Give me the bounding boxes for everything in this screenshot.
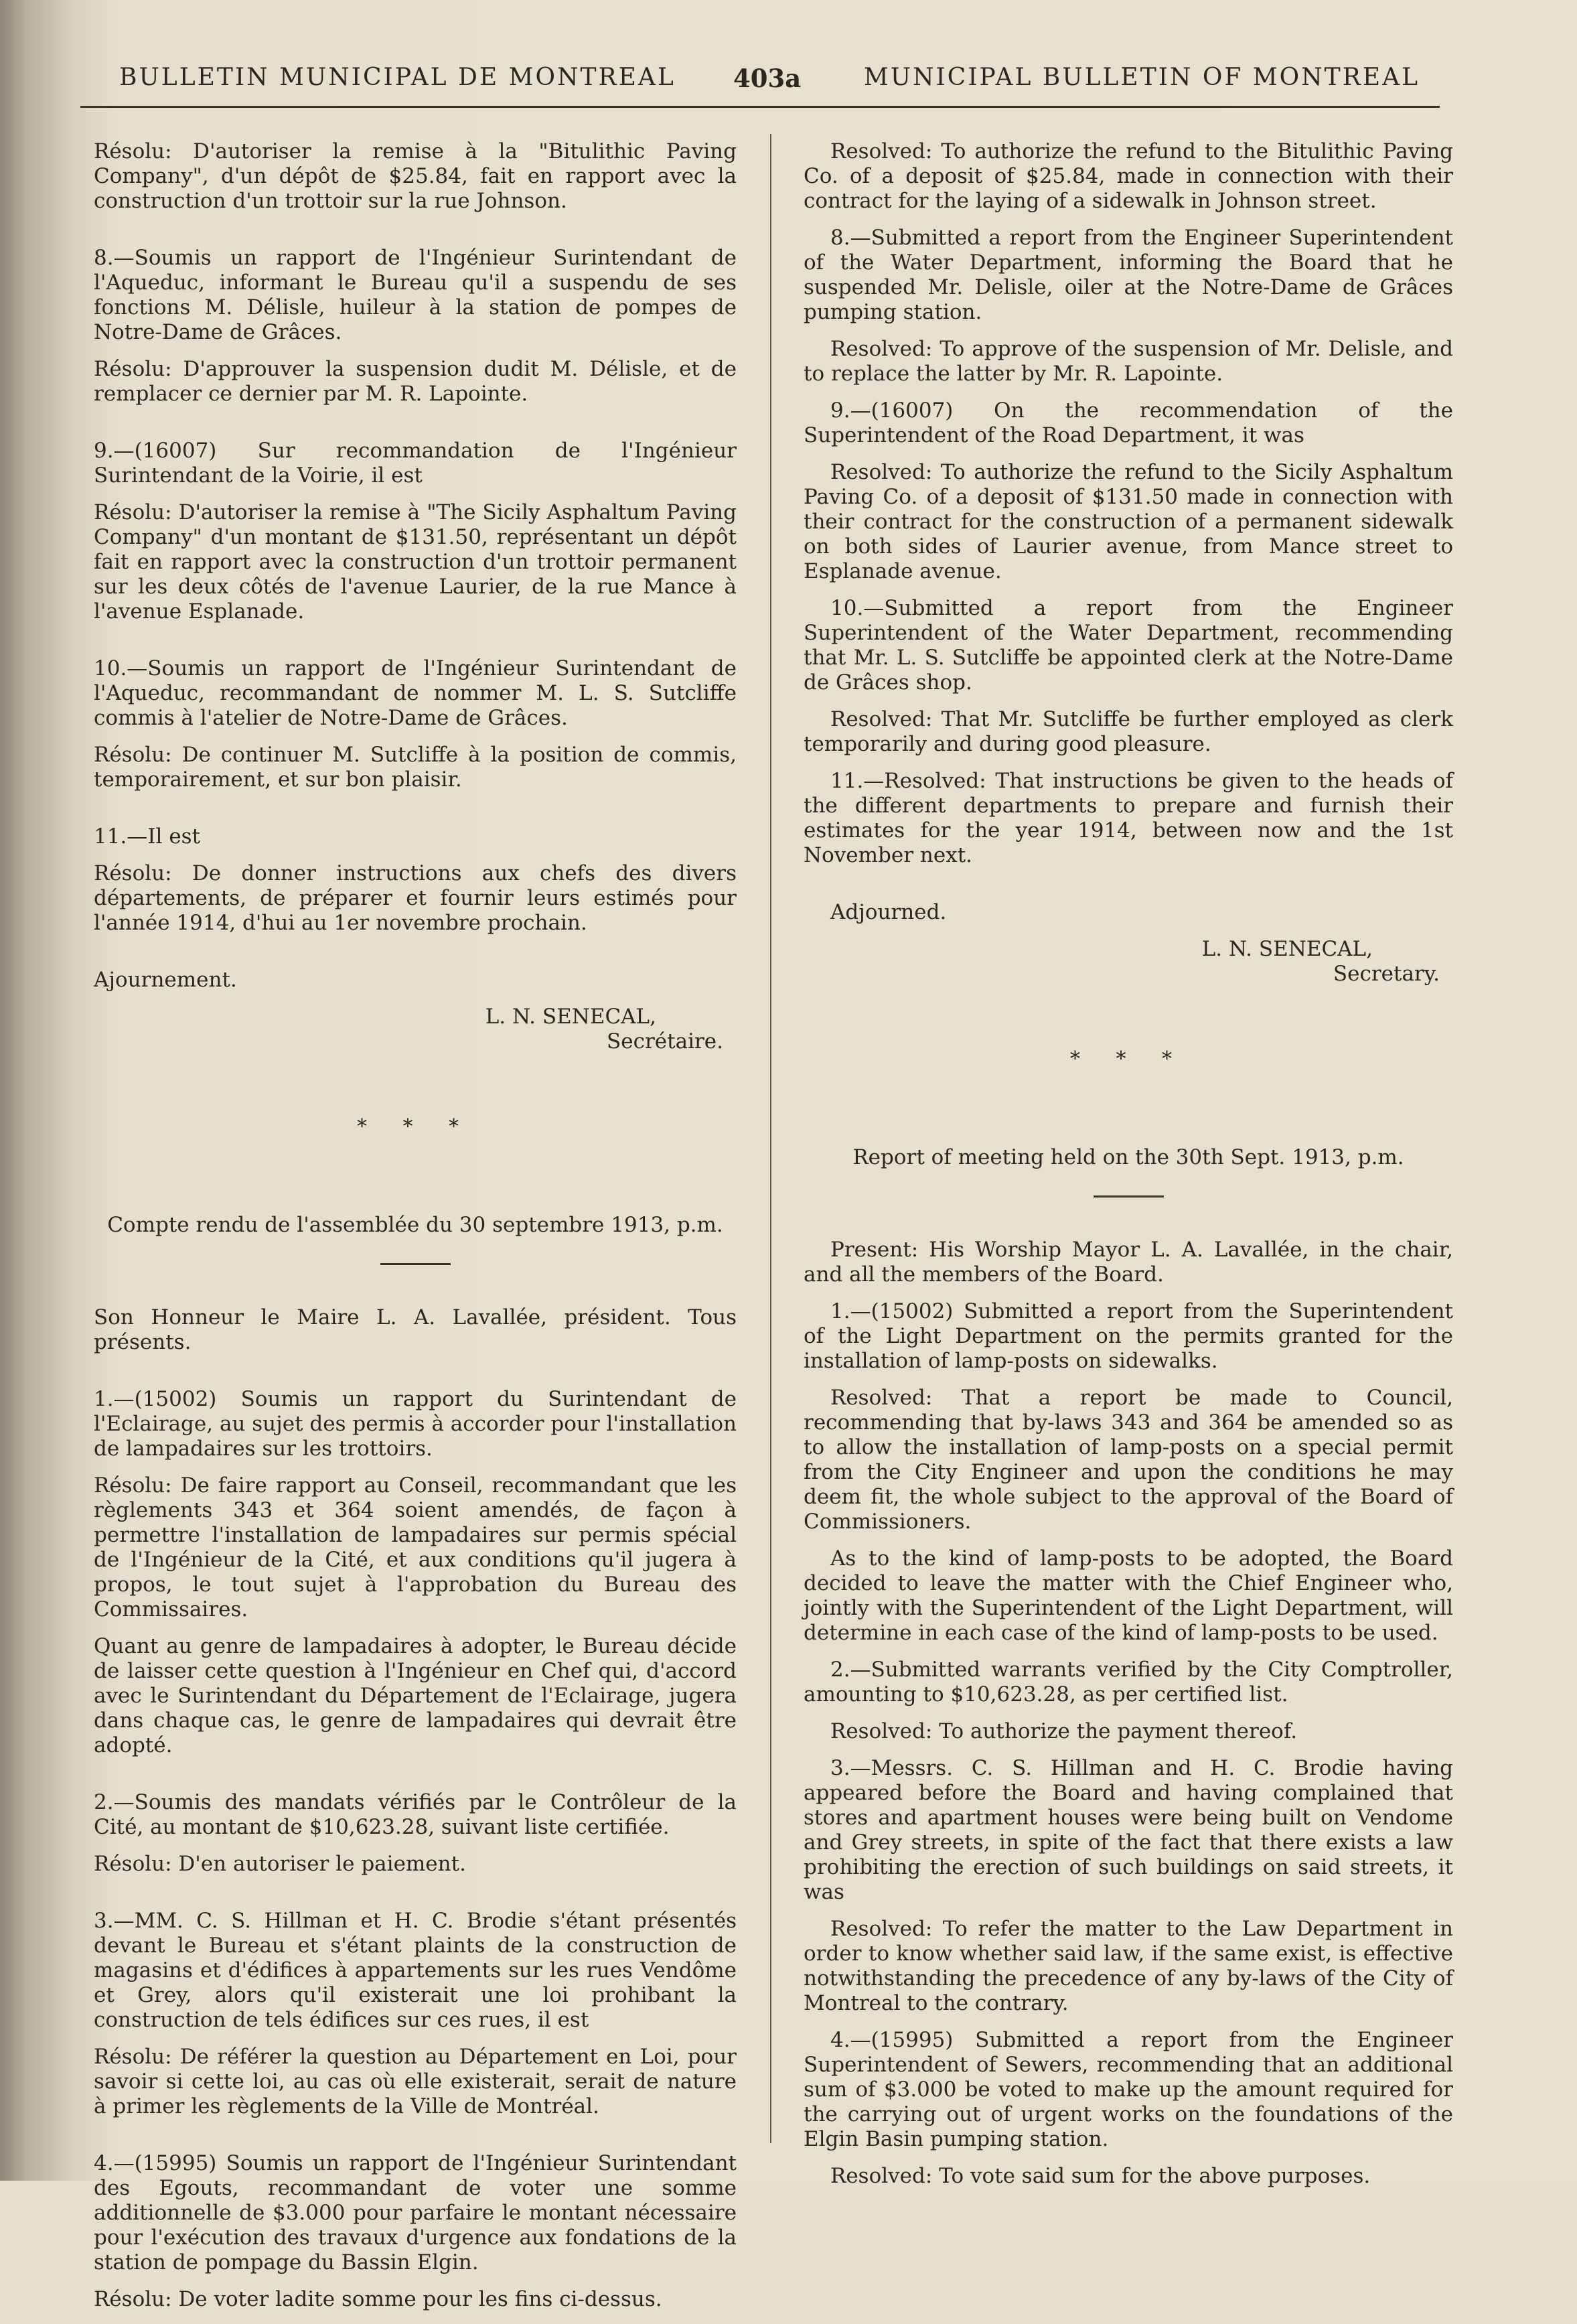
paragraph: Resolved: That a report be made to Council, recommending that by-laws 343 and 364 be amended so as to allow the installation of lamp-posts on a special permit from the City Engineer and upon the conditions he may deem fit, the whole subject to the approval of the Board of Commissioners. <box>804 1386 1453 1534</box>
page-header <box>114 64 1420 104</box>
french-column <box>94 139 737 2324</box>
paragraph: 2.—Submitted warrants verified by the City Comptroller, amounting to $10,623.28, as per certified list. <box>804 1658 1453 1706</box>
column-divider <box>770 134 771 2143</box>
adjournment: Ajournement. <box>94 968 237 992</box>
paragraph: 10.—Soumis un rapport de l'Ingénieur Surintendant de l'Aqueduc, recommandant de nommer M. L. S. Sutcliffe commis à l'atelier de Notre-Dame de Grâces. <box>94 656 737 730</box>
signature-name: L. N. SENECAL, <box>485 1005 656 1029</box>
paragraph: 4.—(15995) Soumis un rapport de l'Ingénieur Surintendant des Egouts, recommandant de voter une somme additionnelle de $3.000 pour parfaire le montant nécessaire pour l'exécution des travaux d'urgence aux fondations de la station de pompage du Bassin Elgin. <box>94 2151 737 2274</box>
paragraph: Quant au genre de lampadaires à adopter, le Bureau décide de laisser cette question à l'Ingénieur en Chef qui, d'accord avec le Surintendant du Département de l'Eclairage, jugera dans chaque cas, le genre de lampadaires qui devrait être adopté. <box>94 1634 737 1757</box>
paragraph: Resolved: To authorize the payment thereof. <box>830 1719 1298 1743</box>
paragraph: Résolu: D'approuver la suspension dudit M. Délisle, et de remplacer ce dernier par M. R. Lapointe. <box>94 357 737 406</box>
paragraph: As to the kind of lamp-posts to be adopted, the Board decided to leave the matter with the Chief Engineer who, jointly with the Superintendent of the Light Department, will determine in each case of the kind of lamp-posts to be used. <box>804 1546 1453 1645</box>
paragraph: Résolu: De référer la question au Département en Loi, pour savoir si cette loi, au cas où elle existerait, serait de nature à primer les règlements de la Ville de Montréal. <box>94 2045 737 2118</box>
page-number: 403a <box>733 64 802 93</box>
paragraph: 11.—Resolved: That instructions be given to the heads of the different departments to prepare and furnish their estimates for the year 1914, between now and the 1st November next. <box>804 769 1453 867</box>
header-english-title: MUNICIPAL BULLETIN OF MONTREAL <box>863 64 1420 91</box>
header-rule <box>80 106 1440 108</box>
paragraph: 9.—(16007) On the recommendation of the Superintendent of the Road Department, it was <box>804 398 1453 447</box>
short-rule <box>380 1263 451 1265</box>
paragraph: Resolved: To vote said sum for the above purposes. <box>830 2164 1371 2188</box>
short-rule <box>1094 1195 1164 1197</box>
signature-role: Secretary. <box>1333 962 1440 986</box>
paragraph: Present: His Worship Mayor L. A. Lavallée, in the chair, and all the members of the Board. <box>804 1238 1453 1287</box>
meeting-title: Report of meeting held on the 30th Sept. 1913, p.m. <box>852 1145 1404 1169</box>
paragraph: Resolved: To approve of the suspension of Mr. Delisle, and to replace the latter by Mr. R. Lapointe. <box>804 337 1453 386</box>
signature-block <box>94 1005 737 1054</box>
signature-role: Secrétaire. <box>607 1029 723 1054</box>
paragraph: 4.—(15995) Submitted a report from the Engineer Superintendent of Sewers, recommending that an additional sum of $3.000 be voted to make up the amount required for the carrying out of urgent works on the foundations of the Elgin Basin pumping station. <box>804 2028 1453 2151</box>
paragraph: Résolu: De voter ladite somme pour les fins ci-dessus. <box>94 2287 662 2311</box>
paragraph: 3.—MM. C. S. Hillman et H. C. Brodie s'étant présentés devant le Bureau et s'étant plaints de la construction de magasins et d'édifices à appartements sur les rues Vendôme et Grey, alors qu'il existerait une loi prohibant la construction de tels édifices sur ces rues, il est <box>94 1909 737 2032</box>
paragraph: 2.—Soumis des mandats vérifiés par le Contrôleur de la Cité, au montant de $10,623.28, suivant liste certifiée. <box>94 1790 737 1839</box>
signature-block <box>804 937 1453 987</box>
paragraph: Résolu: De faire rapport au Conseil, recommandant que les règlements 343 et 364 soient amendés, de façon à permettre l'installation de lampadaires sur permis spécial de l'Ingénieur de la Cité, et aux conditions qu'il jugera à propos, le tout sujet à l'approbation du Bureau des Commissaires. <box>94 1473 737 1621</box>
paragraph: 1.—(15002) Submitted a report from the Superintendent of the Light Department on the permits granted for the installation of lamp-posts on sidewalks. <box>804 1299 1453 1373</box>
paragraph: Resolved: To authorize the refund to the Sicily Asphaltum Paving Co. of a deposit of $131.50 made in connection with their contract for the construction of a permanent sidewalk on both sides of Laurier avenue, from Mance street to Esplanade avenue. <box>804 460 1453 583</box>
section-separator: * * * <box>356 1115 474 1139</box>
signature-name: L. N. SENECAL, <box>1201 937 1373 961</box>
paragraph: 9.—(16007) Sur recommandation de l'Ingénieur Surintendant de la Voirie, il est <box>94 439 737 488</box>
paragraph: 10.—Submitted a report from the Engineer Superintendent of the Water Department, recommending that Mr. L. S. Sutcliffe be appointed clerk at the Notre-Dame de Grâces shop. <box>804 596 1453 695</box>
paragraph: 11.—Il est <box>94 824 201 849</box>
paragraph: Resolved: To authorize the refund to the Bitulithic Paving Co. of a deposit of $25.84, made in connection with their contract for the laying of a sidewalk in Johnson street. <box>804 139 1453 213</box>
paragraph: Résolu: De continuer M. Sutcliffe à la position de commis, temporairement, et sur bon plaisir. <box>94 743 737 792</box>
english-column <box>804 139 1453 2201</box>
header-french-title: BULLETIN MUNICIPAL DE MONTREAL <box>119 64 676 91</box>
paragraph: Resolved: That Mr. Sutcliffe be further employed as clerk temporarily and during good pleasure. <box>804 707 1453 756</box>
paragraph: 8.—Submitted a report from the Engineer Superintendent of the Water Department, informing the Board that he suspended Mr. Delisle, oiler at the Notre-Dame de Grâces pumping station. <box>804 226 1453 324</box>
paragraph: Résolu: D'autoriser la remise à la "Bitulithic Paving Company", d'un dépôt de $25.84, fait en rapport avec la construction d'un trottoir sur la rue Johnson. <box>94 139 737 213</box>
paragraph: Résolu: De donner instructions aux chefs des divers départements, de préparer et fournir leurs estimés pour l'année 1914, d'hui au 1er novembre prochain. <box>94 861 737 935</box>
paragraph: 1.—(15002) Soumis un rapport du Surintendant de l'Eclairage, au sujet des permis à accorder pour l'installation de lampadaires sur les trottoirs. <box>94 1387 737 1461</box>
paragraph: Résolu: D'autoriser la remise à "The Sicily Asphaltum Paving Company" d'un montant de $131.50, représentant un dépôt fait en rapport avec la construction d'un trottoir permanent sur les deux côtés de l'avenue Laurier, de la rue Mance à l'avenue Esplanade. <box>94 500 737 624</box>
paragraph: Resolved: To refer the matter to the Law Department in order to know whether said law, if the same exist, is effective notwithstanding the precedence of any by-laws of the City of Montreal to the contrary. <box>804 1917 1453 2015</box>
section-separator: * * * <box>1069 1047 1187 1071</box>
meeting-title: Compte rendu de l'assemblée du 30 septembre 1913, p.m. <box>107 1213 723 1237</box>
paragraph: 3.—Messrs. C. S. Hillman and H. C. Brodie having appeared before the Board and having complained that stores and apartment houses were being built on Vendome and Grey streets, in spite of the fact that there exists a law prohibiting the erection of such buildings on said streets, it was <box>804 1756 1453 1904</box>
paragraph: 8.—Soumis un rapport de l'Ingénieur Surintendant de l'Aqueduc, informant le Bureau qu'il a suspendu de ses fonctions M. Délisle, huileur à la station de pompes de Notre-Dame de Grâces. <box>94 246 737 344</box>
paragraph: Son Honneur le Maire L. A. Lavallée, président. Tous présents. <box>94 1305 737 1354</box>
adjournment: Adjourned. <box>830 900 947 924</box>
paragraph: Résolu: D'en autoriser le paiement. <box>94 1852 466 1876</box>
